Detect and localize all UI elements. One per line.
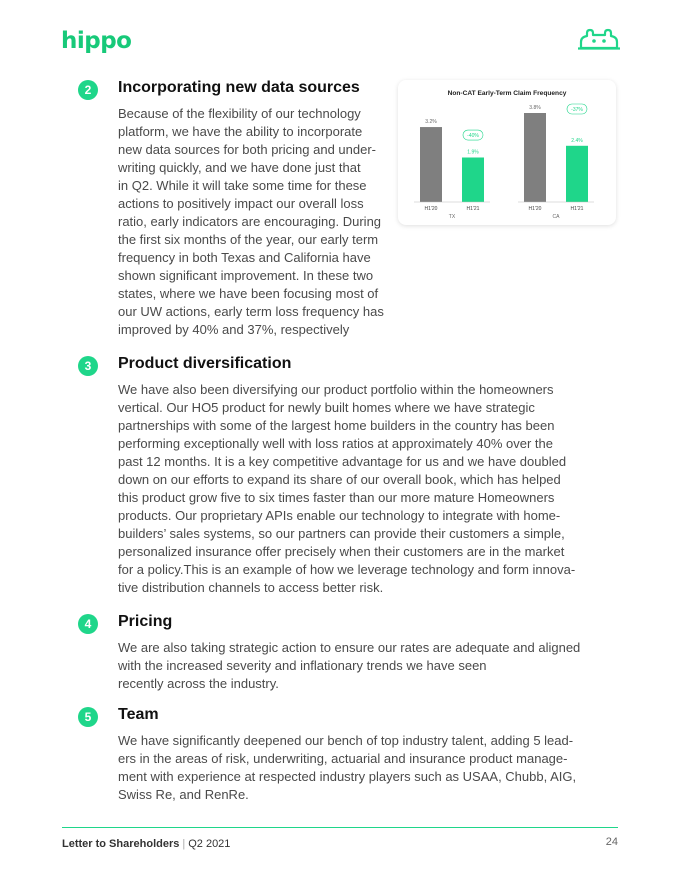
- chart-bar: [462, 158, 484, 203]
- chart-bar: [566, 146, 588, 202]
- section-title: Incorporating new data sources: [118, 79, 360, 96]
- footer-divider: [62, 827, 618, 828]
- bar-category-label: H1'21: [466, 206, 480, 212]
- hippo-logo: hippo: [61, 28, 132, 54]
- bar-value-label: 3.8%: [529, 105, 541, 111]
- body-line: builders’ sales systems, so our partners can provide their customers a simple,: [118, 526, 565, 541]
- body-line: ment with experience at respected industry players such as USAA, Chubb, AIG,: [118, 769, 577, 784]
- section-number-badge: 2: [78, 80, 98, 100]
- section-body: [118, 732, 576, 804]
- body-line: past 12 months. It is a key competitive advantage for us and we have doubled: [118, 454, 567, 469]
- body-line: ratio, early indicators are encouraging. During: [118, 214, 382, 229]
- section-body: [118, 639, 580, 693]
- body-line: actions to positively impact our overall loss: [118, 196, 364, 211]
- bar-value-label: 1.9%: [467, 149, 479, 156]
- change-label: -40%: [467, 133, 479, 140]
- footer-doc-title: Letter to Shareholders: [62, 838, 180, 850]
- body-line: with the increased severity and inflationary trends we have seen: [118, 658, 487, 673]
- bar-value-label: 2.4%: [571, 137, 583, 144]
- body-line: vertical. Our HO5 product for newly built homes where we have strategic: [118, 400, 535, 415]
- bar-value-label: 3.2%: [425, 119, 437, 126]
- section-title: Team: [118, 706, 159, 723]
- body-line: partnerships with some of the largest home builders in the country has been: [118, 418, 555, 433]
- body-line: performing exceptionally well with loss ratios at approximately 40% over the: [118, 436, 553, 451]
- body-line: ers in the areas of risk, underwriting, actuarial and insurance product manage-: [118, 751, 568, 766]
- section-number-badge: 3: [78, 356, 98, 376]
- body-line: improved by 40% and 37%, respectively: [118, 322, 350, 337]
- chart-bar: [524, 113, 546, 202]
- footer-period: Q2 2021: [188, 838, 231, 850]
- body-line: our UW actions, early term loss frequency has: [118, 304, 384, 319]
- chart-bar: [420, 127, 442, 202]
- section-title: Product diversification: [118, 355, 292, 372]
- body-line: recently across the industry.: [118, 676, 279, 691]
- body-line: states, where we have been focusing most of: [118, 286, 379, 301]
- body-line: We have also been diversifying our product portfolio within the homeowners: [118, 382, 554, 397]
- chart-title: Non-CAT Early-Term Claim Frequency: [447, 90, 567, 97]
- body-line: tive distribution channels to access better risk.: [118, 580, 384, 595]
- section-body: [118, 105, 384, 339]
- group-label: TX: [448, 214, 456, 220]
- body-line: frequency in both Texas and California have: [118, 250, 371, 265]
- body-line: for a policy.This is an example of how we leverage technology and form innova-: [118, 562, 576, 577]
- body-line: We have significantly deepened our bench of top industry talent, adding 5 lead-: [118, 733, 574, 748]
- section-title: Pricing: [118, 613, 173, 630]
- change-label: -37%: [571, 107, 583, 113]
- bar-category-label: H1'20: [528, 206, 542, 212]
- body-line: Because of the flexibility of our technology: [118, 106, 361, 121]
- section-number-badge: 5: [78, 707, 98, 727]
- footer-separator: |: [182, 838, 186, 850]
- page-number: 24: [605, 836, 618, 848]
- footer-doc-label: [62, 838, 230, 850]
- section-number-badge: 4: [78, 614, 98, 634]
- body-line: products. Our proprietary APIs enable our technology to integrate with home-: [118, 508, 561, 523]
- body-line: new data sources for both pricing and under-: [118, 142, 376, 157]
- bar-category-label: H1'21: [570, 206, 584, 212]
- body-line: platform, we have the ability to incorporate: [118, 124, 363, 139]
- group-label: CA: [552, 214, 560, 220]
- body-line: writing quickly, and we have done just that: [118, 160, 361, 175]
- body-line: the first six months of the year, our early term: [118, 232, 379, 247]
- body-line: this product grow five to six times faster than our more mature Homeowners: [118, 490, 555, 505]
- body-line: shown significant improvement. In these two: [118, 268, 374, 283]
- hippo-mascot-icon: [578, 28, 620, 50]
- body-line: down on our efforts to expand its share of our overall book, which has helped: [118, 472, 561, 487]
- body-line: Swiss Re, and RenRe.: [118, 787, 249, 802]
- bar-category-label: H1'20: [424, 206, 438, 212]
- body-line: We are also taking strategic action to ensure our rates are adequate and aligned: [118, 640, 581, 655]
- body-line: in Q2. While it will take some time for these: [118, 178, 367, 193]
- section-body: [118, 381, 575, 597]
- claim-frequency-chart: [398, 80, 616, 225]
- chart-svg: [398, 80, 616, 225]
- body-line: personalized insurance offer precisely when their customers are in the market: [118, 544, 565, 559]
